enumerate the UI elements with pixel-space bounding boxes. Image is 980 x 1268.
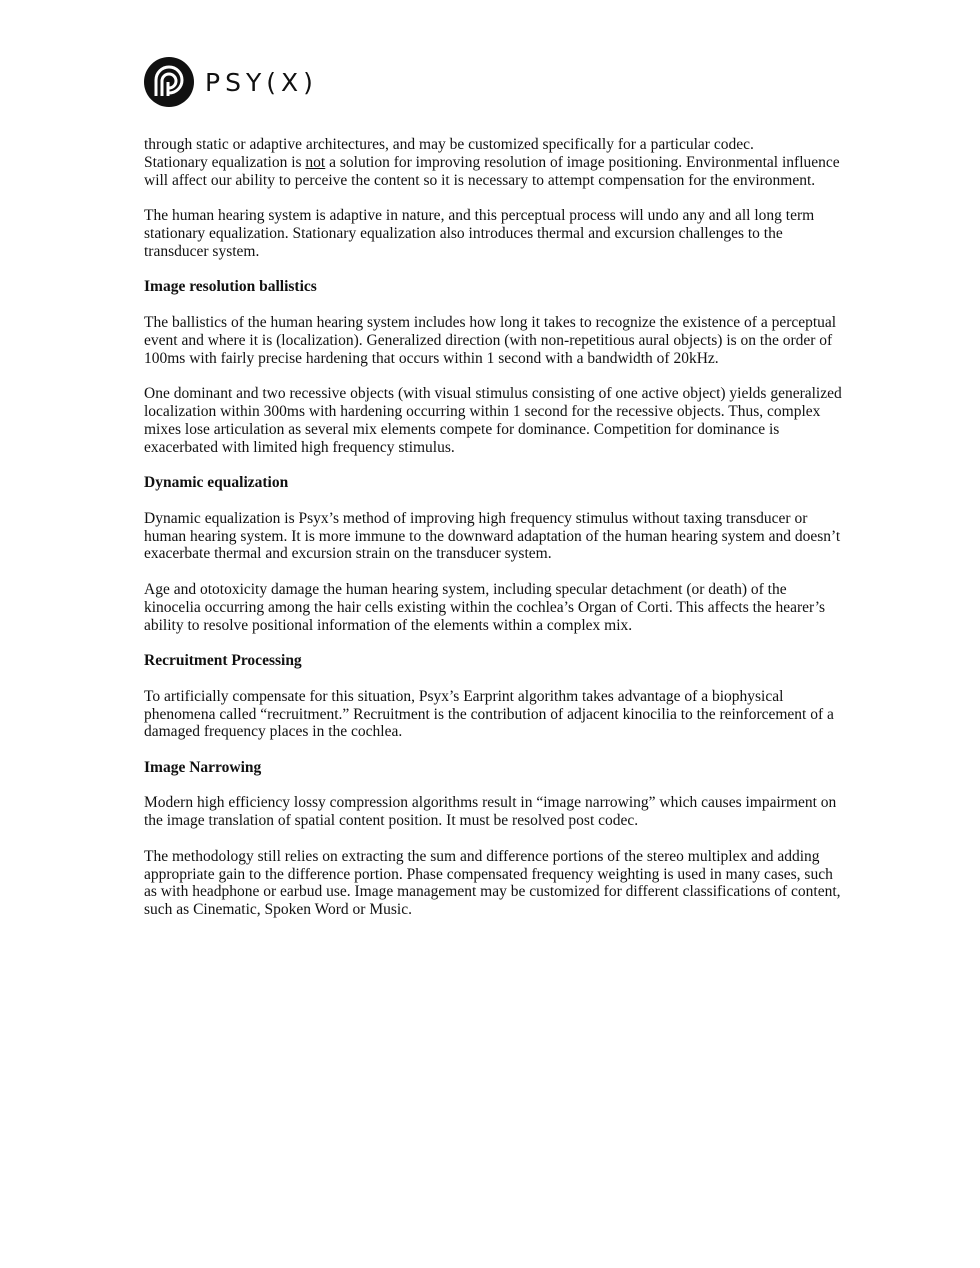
heading-image-narrowing: Image Narrowing: [144, 758, 262, 776]
psyx-spiral-logo-icon: [143, 56, 195, 108]
paragraph-adaptive-hearing: The human hearing system is adaptive in nature, and this perceptual process will undo any and all long term stationary equalization. Stationary equalization also introduces thermal and excursion challenges to the transducer system.: [144, 207, 815, 260]
paragraph-image-narrowing: Modern high efficiency lossy compression algorithms result in “image narrowing” which causes impairment on the image translation of spatial content position. It must be resolved post codec.: [144, 794, 837, 830]
paragraph-dynamic-equalization: Dynamic equalization is Psyx’s method of improving high frequency stimulus without taxing transducer or human hearing system. It is more immune to the downward adaptation of the human hearing system and doesn’t exacerbate thermal and excursion strain on the transducer system.: [144, 509, 841, 563]
paragraph-stationary-equalization: [144, 154, 844, 190]
document-body: [144, 136, 844, 937]
stationary-underlined-not: not: [305, 153, 326, 171]
logo-wordmark: PSY(X): [205, 67, 318, 97]
heading-dynamic-equalization: Dynamic equalization: [144, 474, 289, 492]
heading-image-resolution-ballistics: Image resolution ballistics: [144, 278, 317, 296]
paragraph-methodology: The methodology still relies on extracting the sum and difference portions of the stereo multiplex and adding appropriate gain to the difference portion. Phase compensated frequency weighting is used in many cases, such as with headphone or earbud use. Image management may be customized for different classifications of content, such as Cinematic, Spoken Word or Music.: [144, 847, 841, 919]
psyx-logo: [143, 56, 318, 108]
paragraph-recruitment: To artificially compensate for this situation, Psyx’s Earprint algorithm takes advantage of a biophysical phenomena called “recruitment.” Recruitment is the contribution of adjacent kinocilia to the reinforcement of a damaged frequency places in the cochlea.: [144, 687, 834, 741]
paragraph-ballistics: The ballistics of the human hearing system includes how long it takes to recognize the existence of a perceptual event and where it is (localization). Generalized direction (with non-repetitious aural objects) is on the order of 100ms with fairly precise hardening that occurs within 1 second with a bandwidth of 20kHz.: [144, 313, 837, 367]
stationary-text-before: Stationary equalization is: [144, 153, 306, 171]
paragraph-dominant-objects: One dominant and two recessive objects (with visual stimulus consisting of one active object) yields generalized localization within 300ms with hardening occurring within 1 second for the recessive objects. Thus, complex mixes lose articulation as several mix elements compete for dominance. Competition for dominance is exacerbated with limited high frequency stimulus.: [144, 385, 842, 456]
heading-recruitment-processing: Recruitment Processing: [144, 652, 302, 670]
paragraph-codec: through static or adaptive architectures, and may be customized specifically for a particular codec.: [144, 136, 754, 153]
paragraph-ototoxicity: Age and ototoxicity damage the human hearing system, including specular detachment (or death) of the kinocelia occurring among the hair cells existing within the cochlea’s Organ of Corti. This affects the hearer’s ability to resolve positional information of the elements within a complex mix.: [144, 580, 826, 634]
stationary-text-after: a solution for improving resolution of image positioning. Environmental influence will affect our ability to perceive the content so it is necessary to attempt compensation for the environment.: [144, 153, 840, 189]
